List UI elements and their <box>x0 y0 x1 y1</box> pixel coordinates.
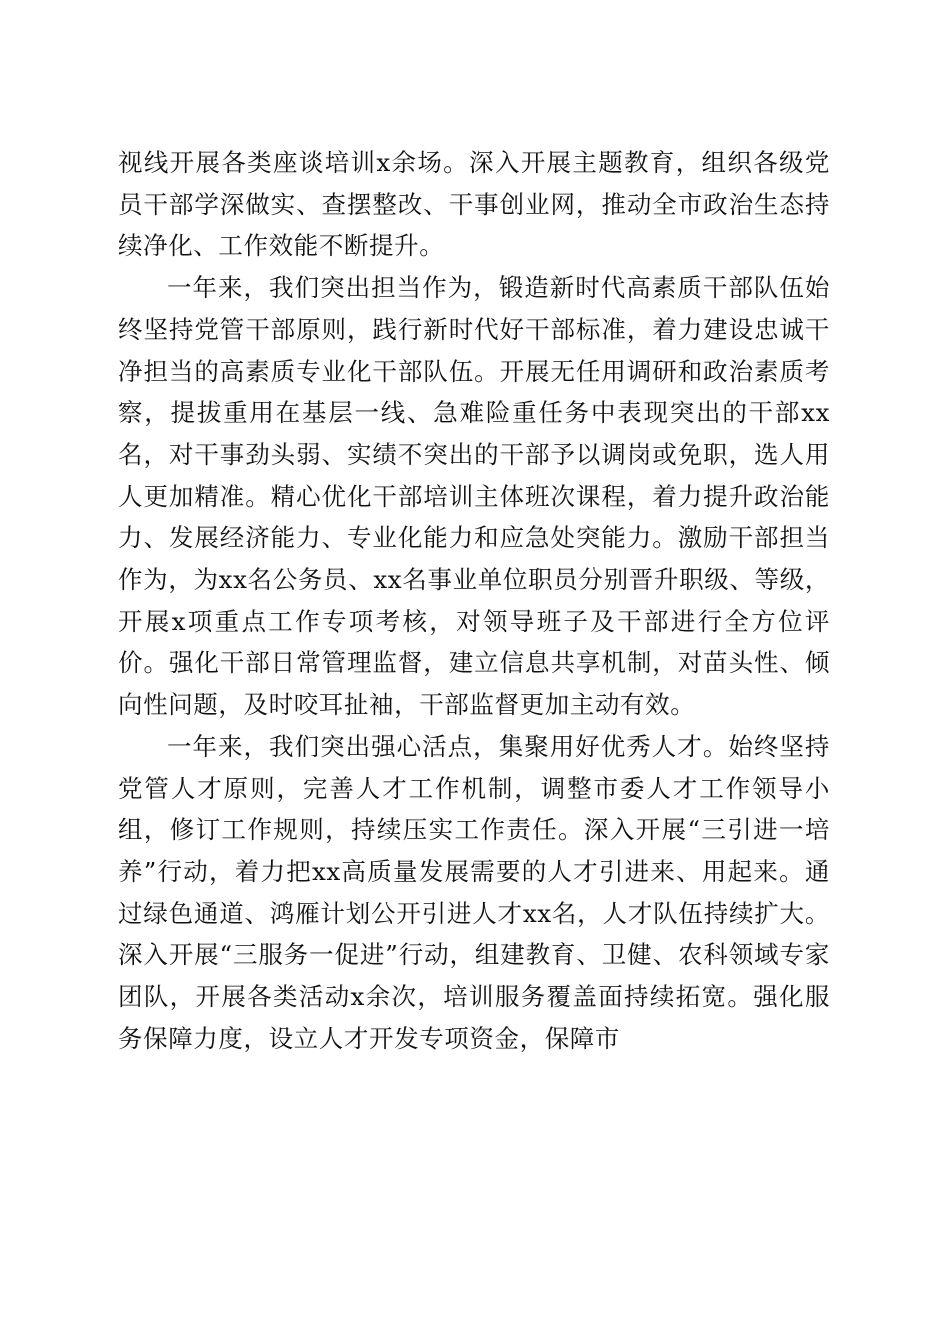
paragraph-1: 视线开展各类座谈培训x余场。深入开展主题教育，组织各级党员干部学深做实、查摆整改、干事创业网，推动全市政治生态持续净化、工作效能不断提升。 <box>118 148 830 261</box>
paragraph-3: 一年来，我们突出强心活点，集聚用好优秀人才。始终坚持党管人才原则，完善人才工作机制，调整市委人才工作领导小组，修订工作规则，持续压实工作责任。深入开展“三引进一培养”行动，着力把xx高质量发展需要的人才引进来、用起来。通过绿色通道、鸿雁计划公开引进人才xx名，人才队伍持续扩大。深入开展“三服务一促进”行动，组建教育、卫健、农科领域专家团队，开展各类活动x余次，培训服务覆盖面持续拓宽。强化服务保障力度，设立人才开发专项资金，保障市 <box>118 731 830 1053</box>
paragraph-2: 一年来，我们突出担当作为，锻造新时代高素质干部队伍始终坚持党管干部原则，践行新时代好干部标准，着力建设忠诚干净担当的高素质专业化干部队伍。开展无任用调研和政治素质考察，提拔重用在基层一线、急难险重任务中表现突出的干部xx名，对干事劲头弱、实绩不突出的干部予以调岗或免职，选人用人更加精准。精心优化干部培训主体班次课程，着力提升政治能力、发展经济能力、专业化能力和应急处突能力。激励干部担当作为，为xx名公务员、xx名事业单位职员分别晋升职级、等级，开展x项重点工作专项考核，对领导班子及干部进行全方位评价。强化干部日常管理监督，建立信息共享机制，对苗头性、倾向性问题，及时咬耳扯袖，干部监督更加主动有效。 <box>118 273 830 720</box>
document-body <box>118 142 830 1059</box>
